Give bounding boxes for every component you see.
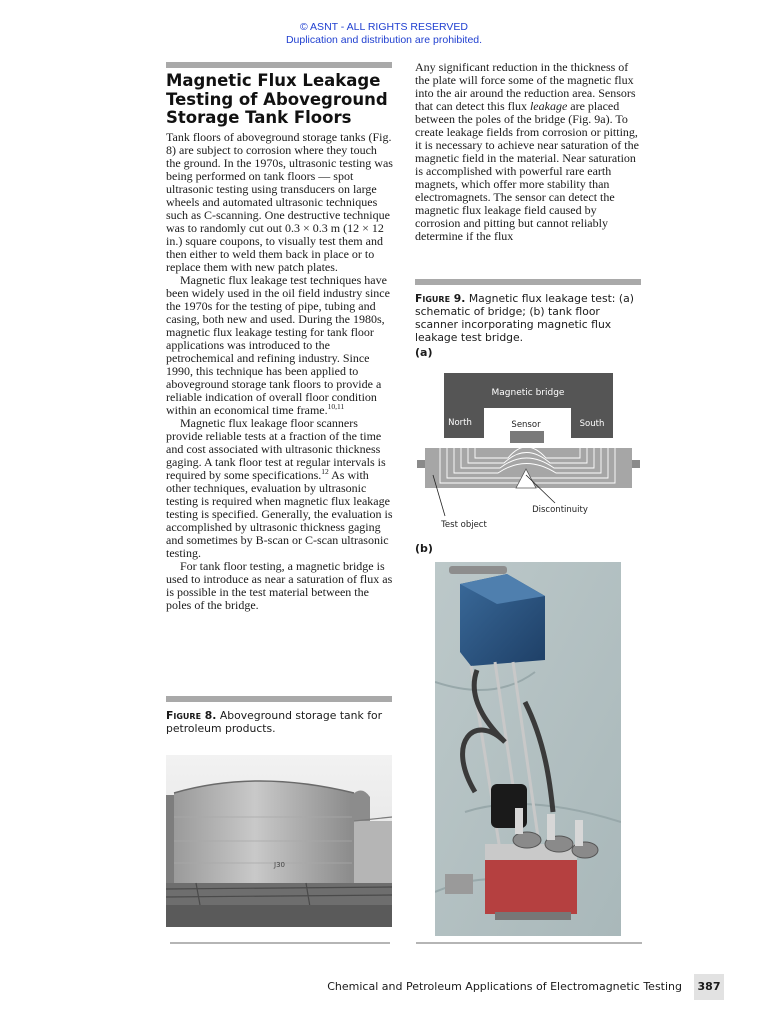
magnetic-bridge-label: Magnetic bridge [491, 388, 565, 398]
italic-term: leakage [529, 99, 568, 113]
paragraph-3: Magnetic flux leakage floor scanners provide reliable tests at a fraction of the time and cost associated with ultrasonic thickness gaging. A tank floor test at regular intervals is required by some specifications.$^{12}$ As with other techniques, evaluation by ultrasonic testing is required when magnetic flux leakage testing is specified. Generally, the evaluation is accomplished by ultrasonic thickness gaging and sometimes by B-scan or C-scan ultrasonic testing. [166, 416, 393, 560]
figure8-caption [166, 709, 392, 735]
paragraph-5: Any significant reduction in the thickness of the plate will force some of the magnetic flux into the air around the reduction area. Sensors that can detect this flux leakage are placed between the poles of the bridge (Fig. 9a). To create leakage fields from corrosion or pitting, it is necessary to achieve near saturation of the magnetic field in the material. Near saturation is accomplished with powerful rare earth magnets, which offer more stability than electromagnets. The sensor can detect the magnetic flux leakage field caused by corrosion and pitting but cannot reliably determine if the flux [415, 60, 639, 243]
tank-marking: J30 [274, 861, 285, 869]
paragraph-2: Magnetic flux leakage test techniques have been widely used in the oil field industry since the 1970s for the testing of pipe, tubing and casing, both new and used. During the 1980s, magnetic flux leakage testing for tank floor applications was introduced to the petrochemical and refining industry. Since 1990, this technique has been applied to aboveground storage tank floors to provide a reliable indication of overall floor condition within an economical time frame.$^{10,11}$ [166, 273, 390, 417]
figure8-caption-text: Aboveground storage tank for petroleum products. [166, 709, 383, 735]
reference-12: 12 [321, 467, 329, 476]
south-pole-label: South [579, 419, 605, 429]
sensor-label: Sensor [511, 420, 541, 430]
figure9-caption [415, 292, 643, 344]
panel-a-label: (a) [415, 346, 433, 359]
figure9-label: Figure 9. [415, 292, 466, 305]
copyright-line: © ASNT - ALL RIGHTS RESERVED [299, 21, 468, 33]
duplication-notice: Duplication and distribution are prohibited. [285, 34, 483, 46]
article-title: Magnetic Flux Leakage Testing of Aboveground Storage Tank Floors [166, 71, 388, 127]
paragraph-1: Tank floors of aboveground storage tanks (Fig. 8) are subject to corrosion where they touch the ground. In the 1970s, ultrasonic testing was being performed on tank floors — spot ultrasonic testing using transducers on large wheels and automated ultrasonic techniques such as C-scanning. One destructive technique was to randomly cut out 0.3 × 0.3 m (12 × 12 in.) square coupons, to visually test them and then either to weld them back in place or to replace them with new patch plates. [166, 130, 393, 274]
left-column-text [166, 131, 394, 612]
right-bottom-rule [416, 942, 642, 944]
sensor-block [510, 431, 544, 443]
figure9-caption-text: Magnetic flux leakage test: (a) schematic of bridge; (b) tank floor scanner incorporating magnetic flux leakage test bridge. [415, 292, 634, 344]
north-pole-label: North [448, 418, 472, 428]
panel-b-label: (b) [415, 542, 433, 555]
magnetic-bridge-diagram [412, 370, 642, 532]
copyright-notice [0, 21, 768, 47]
tank-floor-scanner-photo [435, 562, 621, 936]
page-number: 387 [694, 974, 724, 1000]
test-object-label: Test object [441, 520, 487, 530]
reference-10-11: 10,11 [327, 402, 345, 411]
figure8-rule [166, 696, 392, 702]
left-bottom-rule [170, 942, 390, 944]
running-title: Chemical and Petroleum Applications of Electromagnetic Testing [327, 980, 682, 993]
figure8-label: Figure 8. [166, 709, 217, 722]
discontinuity-label: Discontinuity [532, 505, 588, 515]
figure9-rule [415, 279, 641, 285]
storage-tank-photo [166, 755, 392, 927]
paragraph-4: For tank floor testing, a magnetic bridge is used to introduce as near a saturation of flux as is possible in the test material between the poles of the bridge. [166, 559, 393, 612]
title-rule [166, 62, 392, 68]
right-column-text [415, 61, 641, 243]
